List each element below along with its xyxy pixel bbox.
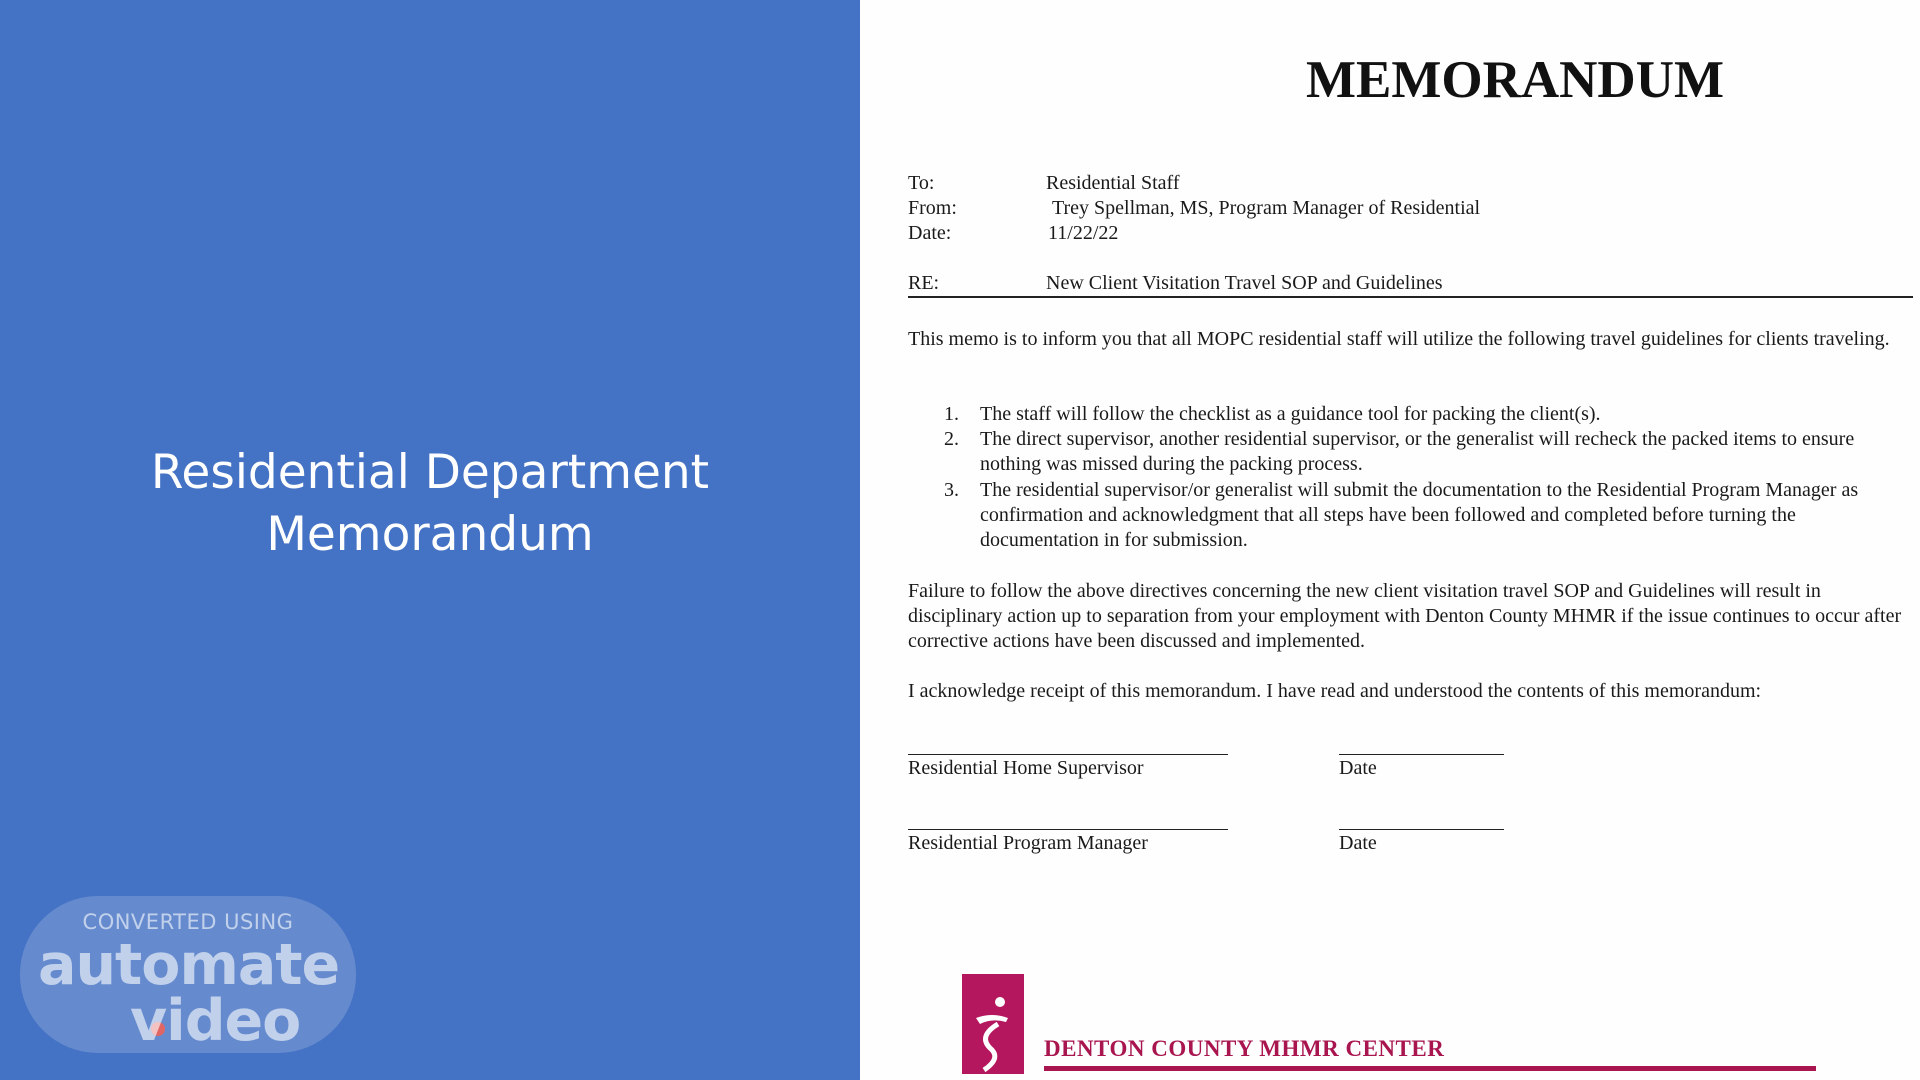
from-label: From:: [908, 197, 957, 219]
date-line: [1339, 829, 1504, 830]
re-value: New Client Visitation Travel SOP and Guidelines: [1046, 272, 1443, 294]
memo-document: [860, 0, 1920, 1080]
signature-label: Residential Home Supervisor: [908, 757, 1144, 779]
header-rule: [908, 296, 1913, 298]
slide-title-line2: Memorandum: [266, 507, 594, 562]
list-item: The direct supervisor, another residential supervisor, or the generalist will recheck the packed items to ensure nothing was missed during the packing process.: [980, 428, 1855, 475]
date-line: [1339, 754, 1504, 755]
date-label: Date:: [908, 222, 952, 244]
list-item-number: 2.: [944, 428, 959, 450]
watermark-line3: video: [130, 988, 301, 1054]
watermark-line1: CONVERTED USING: [82, 910, 294, 934]
date-label: Date: [1339, 757, 1377, 779]
watermark-line2: automate: [38, 932, 340, 998]
list-item-number: 3.: [944, 479, 959, 501]
re-label: RE:: [908, 272, 940, 294]
intro-paragraph: This memo is to inform you that all MOPC residential staff will utilize the following travel guidelines for clients traveling.: [908, 328, 1890, 350]
organization-logo: [962, 974, 1024, 1074]
slide-title-line1: Residential Department: [150, 445, 710, 500]
from-value: Trey Spellman, MS, Program Manager of Residential: [1052, 197, 1481, 219]
acknowledgement-text: I acknowledge receipt of this memorandum. I have read and understood the contents of this memorandum:: [908, 680, 1762, 702]
date-label: Date: [1339, 832, 1377, 854]
to-label: To:: [908, 172, 935, 194]
failure-paragraph: Failure to follow the above directives concerning the new client visitation travel SOP and Guidelines will result in disciplinary action up to separation from your employment with Denton County MHMR if the issue continues to occur after corrective actions have been discussed and implemented.: [908, 580, 1902, 652]
person-figure-icon: [962, 974, 1024, 1074]
date-value: 11/22/22: [1048, 222, 1119, 244]
list-item: The residential supervisor/or generalist will submit the documentation to the Residential Program Manager as confirmation and acknowledgment that all steps have been followed and completed before turning the documentation in for submission.: [980, 479, 1859, 551]
organization-name: DENTON COUNTY MHMR CENTER: [1044, 1036, 1445, 1061]
slide-title: [0, 442, 860, 566]
signature-line: [908, 829, 1228, 830]
signature-line: [908, 754, 1228, 755]
list-item: The staff will follow the checklist as a guidance tool for packing the client(s).: [980, 403, 1601, 425]
to-value: Residential Staff: [1046, 172, 1180, 194]
memo-heading: MEMORANDUM: [1305, 51, 1725, 109]
organization-rule: [1044, 1066, 1816, 1071]
title-panel: [0, 0, 860, 1080]
list-item-number: 1.: [944, 403, 959, 425]
signature-label: Residential Program Manager: [908, 832, 1148, 854]
converter-watermark: [20, 896, 356, 1053]
